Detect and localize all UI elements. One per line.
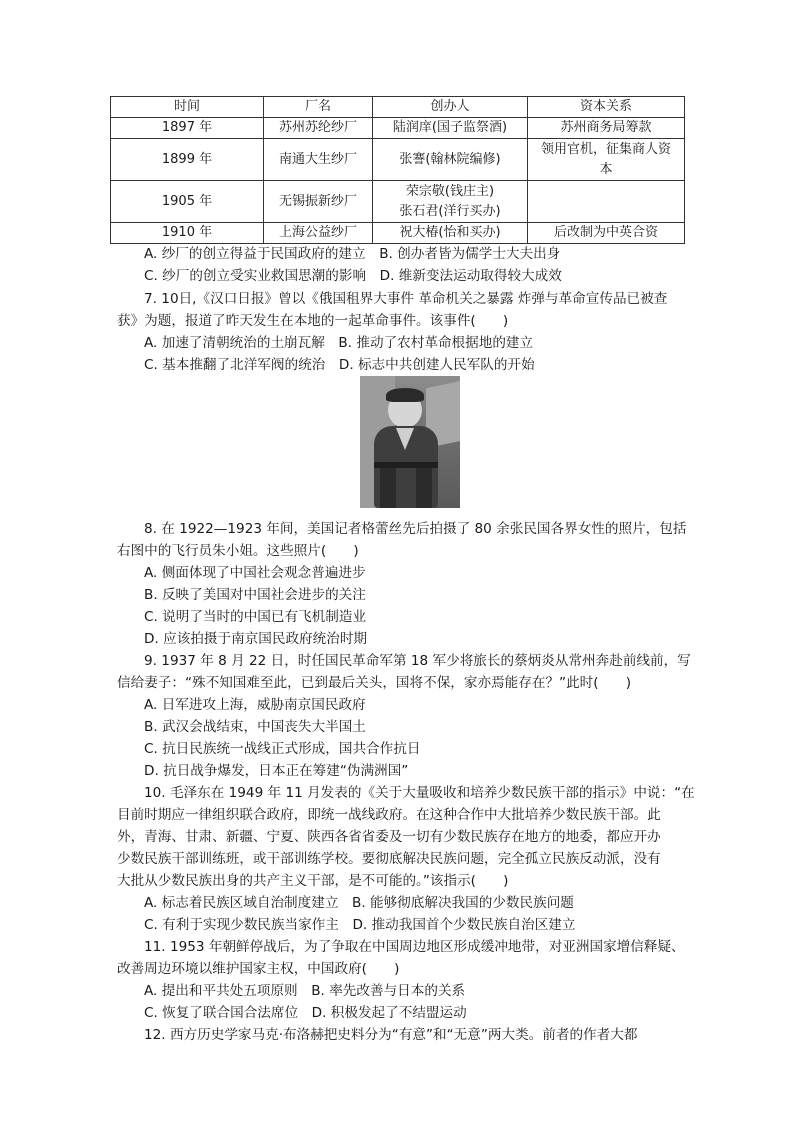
q8-option-c: C. 说明了当时的中国已有飞机制造业 xyxy=(144,609,367,625)
q6-option-ab: A. 纱厂的创立得益于民国政府的建立 B. 创办者皆为儒学士大夫出身 xyxy=(144,246,561,262)
q8-stem: 8. 在 1922—1923 年间，美国记者格蕾丝先后拍摄了 80 余张民国各界女性的照片，包括 xyxy=(144,521,687,537)
q7-stem-cont: 获》为题，报道了昨天发生在本地的一起革命事件。该事件( ) xyxy=(117,313,509,329)
cell-founder: 张謇(翰林院编修) xyxy=(373,139,528,181)
q8-option-a: A. 侧面体现了中国社会观念普遍进步 xyxy=(144,565,366,581)
cell-year: 1897 年 xyxy=(111,118,264,139)
cell-year: 1910 年 xyxy=(111,223,264,244)
cell-year: 1905 年 xyxy=(111,181,264,223)
q8-option-d: D. 应该拍摄于南京国民政府统治时期 xyxy=(144,631,368,647)
header-founder: 创办人 xyxy=(373,97,528,118)
table-row xyxy=(111,139,685,181)
q11-stem: 11. 1953 年朝鲜停战后，为了争取在中国周边地区形成缓冲地带，对亚洲国家增信释疑、 xyxy=(144,939,685,955)
cell-capital: 苏州商务局筹款 xyxy=(528,118,685,139)
cell-founder-line: 荣宗敬(钱庄主) xyxy=(405,183,495,199)
q7-stem: 7. 10日,《汉口日报》曾以《俄国租界大事件 革命机关之暴露 炸弹与革命宣传品已被查 xyxy=(144,291,668,307)
q8-option-b: B. 反映了美国对中国社会进步的关注 xyxy=(144,587,366,603)
header-time: 时间 xyxy=(111,97,264,118)
header-mill-name: 厂名 xyxy=(264,97,373,118)
q8-stem-cont: 右图中的飞行员朱小姐。这些照片( ) xyxy=(117,543,359,559)
q10-option-ab: A. 标志着民族区域自治制度建立 B. 能够彻底解决我国的少数民族问题 xyxy=(144,895,574,911)
table-row xyxy=(111,223,685,244)
cell-founder: 陆润庠(国子监祭酒) xyxy=(373,118,528,139)
table-header-row xyxy=(111,97,685,118)
cell-founder: 祝大椿(怡和买办) xyxy=(373,223,528,244)
q11-option-ab: A. 提出和平共处五项原则 B. 率先改善与日本的关系 xyxy=(144,983,466,999)
q11-stem-cont: 改善周边环境以维护国家主权，中国政府( ) xyxy=(117,961,400,977)
cell-capital-line: 本 xyxy=(599,161,613,177)
cell-mill-name: 上海公益纱厂 xyxy=(264,223,373,244)
header-capital: 资本关系 xyxy=(528,97,685,118)
q9-option-b: B. 武汉会战结束，中国丧失大半国土 xyxy=(144,719,366,735)
table-row xyxy=(111,181,685,223)
cotton-mill-table xyxy=(110,96,685,244)
table-row xyxy=(111,118,685,139)
cell-founder xyxy=(373,181,528,223)
cell-year: 1899 年 xyxy=(111,139,264,181)
cell-capital-line: 领用官机，征集商人资 xyxy=(540,141,671,157)
q10-option-cd: C. 有利于实现少数民族当家作主 D. 推动我国首个少数民族自治区建立 xyxy=(144,917,576,933)
aviator-photo xyxy=(360,376,460,508)
q10-stem-cont: 少数民族干部训练班，或干部训练学校。要彻底解决民族问题，完全孤立民族反动派，没有 xyxy=(117,851,661,867)
q10-stem-cont: 目前时期应一律组织联合政府，即统一战线政府。在这种合作中大批培养少数民族干部。此 xyxy=(117,807,661,823)
cell-mill-name: 苏州苏纶纱厂 xyxy=(264,118,373,139)
q10-stem: 10. 毛泽东在 1949 年 11 月发表的《关于大量吸收和培养少数民族干部的指示》中说：“在 xyxy=(144,785,695,801)
q9-option-a: A. 日军进攻上海，威胁南京国民政府 xyxy=(144,697,366,713)
cell-mill-name: 南通大生纱厂 xyxy=(264,139,373,181)
q9-option-d: D. 抗日战争爆发，日本正在筹建“伪满洲国” xyxy=(144,763,409,779)
q7-option-cd: C. 基本推翻了北洋军阀的统治 D. 标志中共创建人民军队的开始 xyxy=(144,357,535,373)
q12-stem: 12. 西方历史学家马克·布洛赫把史料分为“有意”和“无意”两大类。前者的作者大都 xyxy=(144,1027,638,1043)
cell-founder-line: 张石君(洋行买办) xyxy=(399,203,501,219)
cell-capital: 后改制为中英合资 xyxy=(528,223,685,244)
q6-option-cd: C. 纱厂的创立受实业救国思潮的影响 D. 维新变法运动取得较大成效 xyxy=(144,268,562,284)
cell-capital xyxy=(528,181,685,223)
q10-stem-cont: 大批从少数民族出身的共产主义干部，是不可能的。”该指示( ) xyxy=(117,873,509,889)
q10-stem-cont: 外，青海、甘肃、新疆、宁夏、陕西各省省委及一切有少数民族存在地方的地委，都应开办 xyxy=(117,829,661,845)
q11-option-cd: C. 恢复了联合国合法席位 D. 积极发起了不结盟运动 xyxy=(144,1005,467,1021)
cell-mill-name: 无锡振新纱厂 xyxy=(264,181,373,223)
q7-option-ab: A. 加速了清朝统治的土崩瓦解 B. 推动了农村革命根据地的建立 xyxy=(144,335,534,351)
q9-stem-cont: 信给妻子：“殊不知国难至此，已到最后关头，国将不保，家亦焉能存在？”此时( ) xyxy=(117,675,632,691)
q9-stem: 9. 1937 年 8 月 22 日，时任国民革命军第 18 军少将旅长的蔡炳炎从常州奔赴前线前，写 xyxy=(144,653,691,669)
q9-option-c: C. 抗日民族统一战线正式形成，国共合作抗日 xyxy=(144,741,421,757)
cell-capital xyxy=(528,139,685,181)
